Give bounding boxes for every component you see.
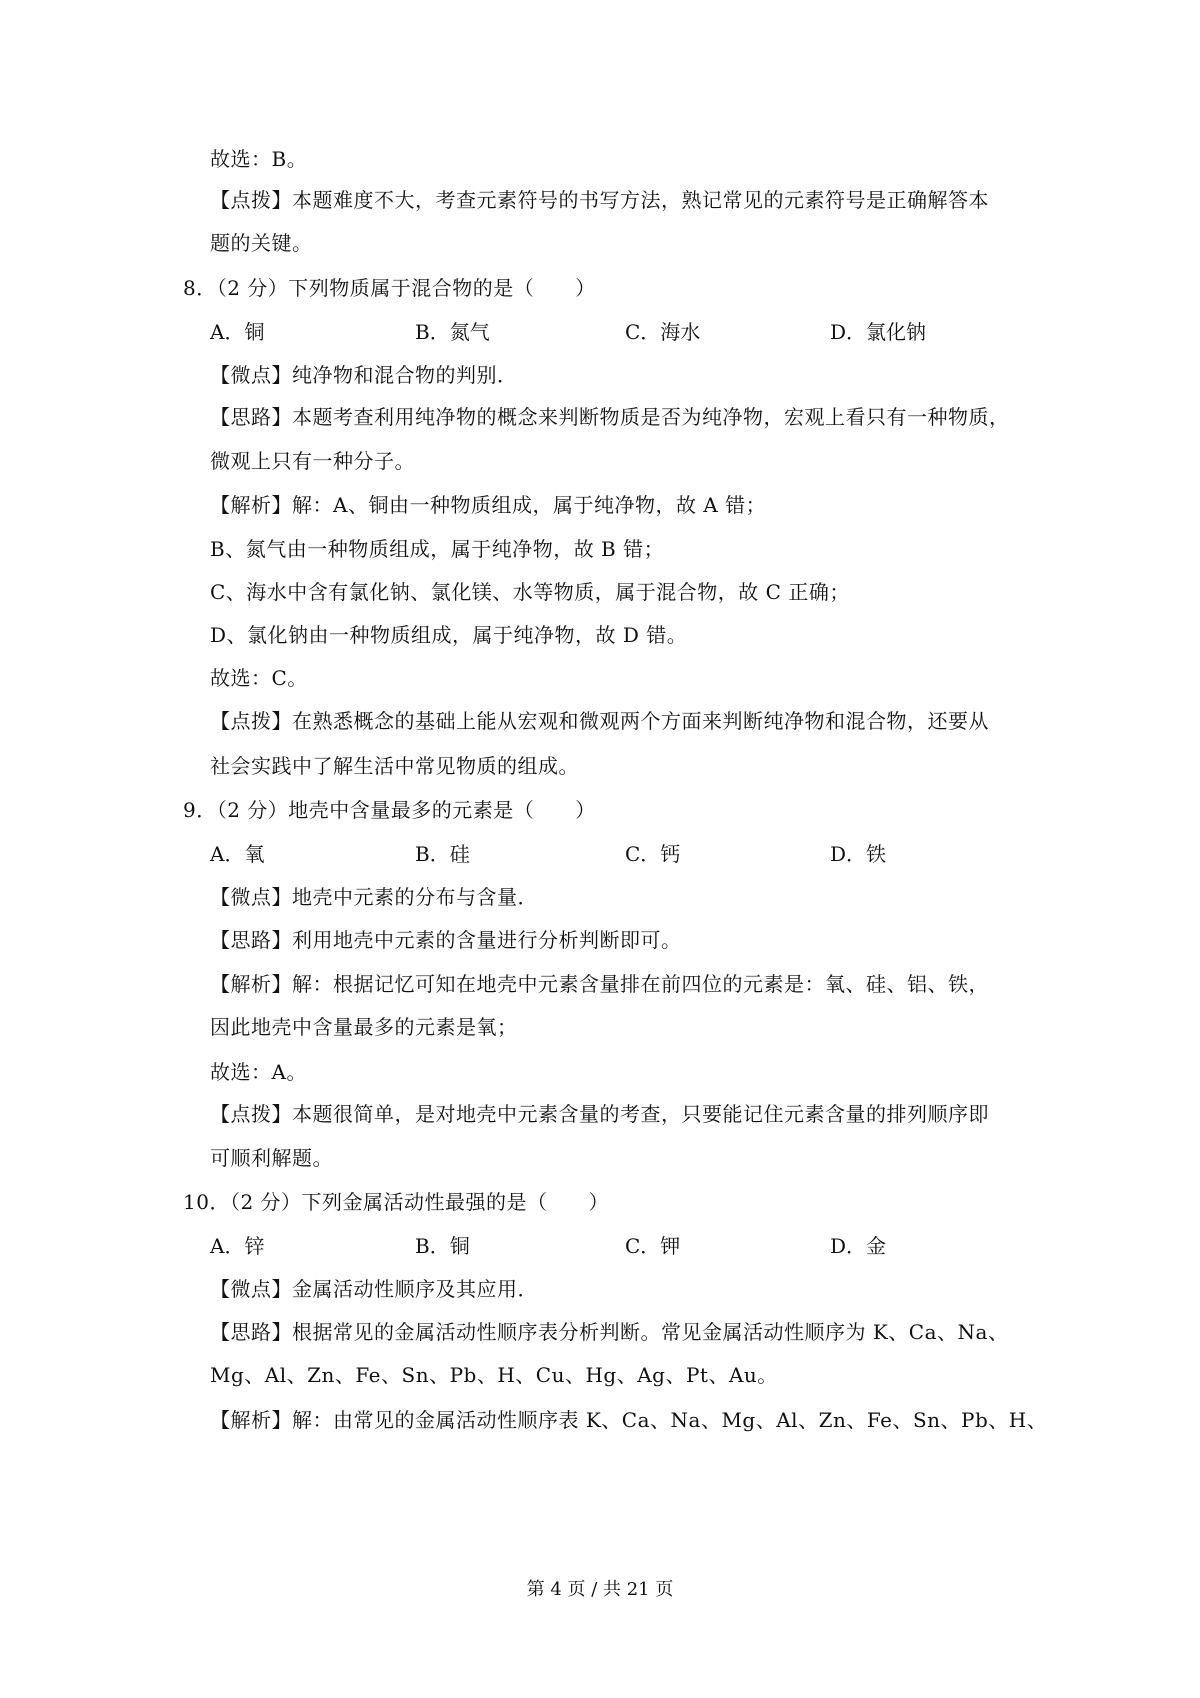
- q10-idea-line-2: Mg、Al、Zn、Fe、Sn、Pb、H、Cu、Hg、Ag、Pt、Au。: [210, 1363, 778, 1387]
- q9-answer: 故选：A。: [210, 1060, 307, 1084]
- q9-point: 【微点】地壳中元素的分布与含量．: [210, 885, 538, 909]
- prev-answer: 故选：B。: [210, 147, 308, 171]
- q9-idea: 【思路】利用地壳中元素的含量进行分析判断即可。: [210, 928, 682, 952]
- q8-idea-line-2: 微观上只有一种分子。: [210, 449, 415, 473]
- q8-option-b: B．氮气: [415, 320, 490, 344]
- q10-title: 10．（2 分）下列金属活动性最强的是（ ）: [183, 1190, 610, 1214]
- q9-tip-line-2: 可顺利解题。: [210, 1146, 333, 1170]
- q8-analysis-line-4: D、氯化钠由一种物质组成，属于纯净物，故 D 错。: [210, 623, 688, 647]
- q8-analysis-line-1: 【解析】解：A、铜由一种物质组成，属于纯净物，故 A 错；: [210, 493, 767, 517]
- q8-option-a: A．铜: [210, 320, 265, 344]
- q8-analysis-line-3: C、海水中含有氯化钠、氯化镁、水等物质，属于混合物，故 C 正确；: [210, 580, 850, 604]
- q8-option-c: C．海水: [625, 320, 701, 344]
- q8-title: 8．（2 分）下列物质属于混合物的是（ ）: [183, 276, 596, 300]
- prev-tip-line-2: 题的关键。: [210, 231, 313, 255]
- q8-option-d: D．氯化钠: [830, 320, 927, 344]
- q8-tip-line-2: 社会实践中了解生活中常见物质的组成。: [210, 754, 579, 778]
- q9-title: 9．（2 分）地壳中含量最多的元素是（ ）: [183, 798, 596, 822]
- q9-option-c: C．钙: [625, 842, 681, 866]
- q8-tip-line-1: 【点拨】在熟悉概念的基础上能从宏观和微观两个方面来判断纯净物和混合物，还要从: [210, 709, 989, 733]
- q9-option-a: A．氧: [210, 842, 265, 866]
- q10-option-a: A．锌: [210, 1234, 265, 1258]
- q10-analysis-line-1: 【解析】解：由常见的金属活动性顺序表 K、Ca、Na、Mg、Al、Zn、Fe、Sn、Pb、H、: [210, 1408, 1048, 1432]
- q9-analysis-line-2: 因此地壳中含量最多的元素是氧；: [210, 1015, 518, 1039]
- q10-point: 【微点】金属活动性顺序及其应用．: [210, 1277, 538, 1301]
- q8-idea-line-1: 【思路】本题考查利用纯净物的概念来判断物质是否为纯净物，宏观上看只有一种物质，: [210, 405, 1010, 429]
- q9-analysis-line-1: 【解析】解：根据记忆可知在地壳中元素含量排在前四位的元素是：氧、硅、铝、铁，: [210, 972, 989, 996]
- q8-analysis-line-2: B、氮气由一种物质组成，属于纯净物，故 B 错；: [210, 537, 665, 561]
- q9-option-b: B．硅: [415, 842, 470, 866]
- prev-tip-line-1: 【点拨】本题难度不大，考查元素符号的书写方法，熟记常见的元素符号是正确解答本: [210, 188, 989, 212]
- q9-tip-line-1: 【点拨】本题很简单，是对地壳中元素含量的考查，只要能记住元素含量的排列顺序即: [210, 1102, 989, 1126]
- q8-point: 【微点】纯净物和混合物的判别．: [210, 363, 518, 387]
- q9-option-d: D．铁: [830, 842, 887, 866]
- q10-idea-line-1: 【思路】根据常见的金属活动性顺序表分析判断。常见金属活动性顺序为 K、Ca、Na、: [210, 1320, 1009, 1344]
- q8-answer: 故选：C。: [210, 666, 308, 690]
- q10-option-b: B．铜: [415, 1234, 470, 1258]
- q10-option-d: D．金: [830, 1234, 887, 1258]
- q10-option-c: C．钾: [625, 1234, 681, 1258]
- page-number-footer: 第 4 页 / 共 21 页: [526, 1579, 674, 1600]
